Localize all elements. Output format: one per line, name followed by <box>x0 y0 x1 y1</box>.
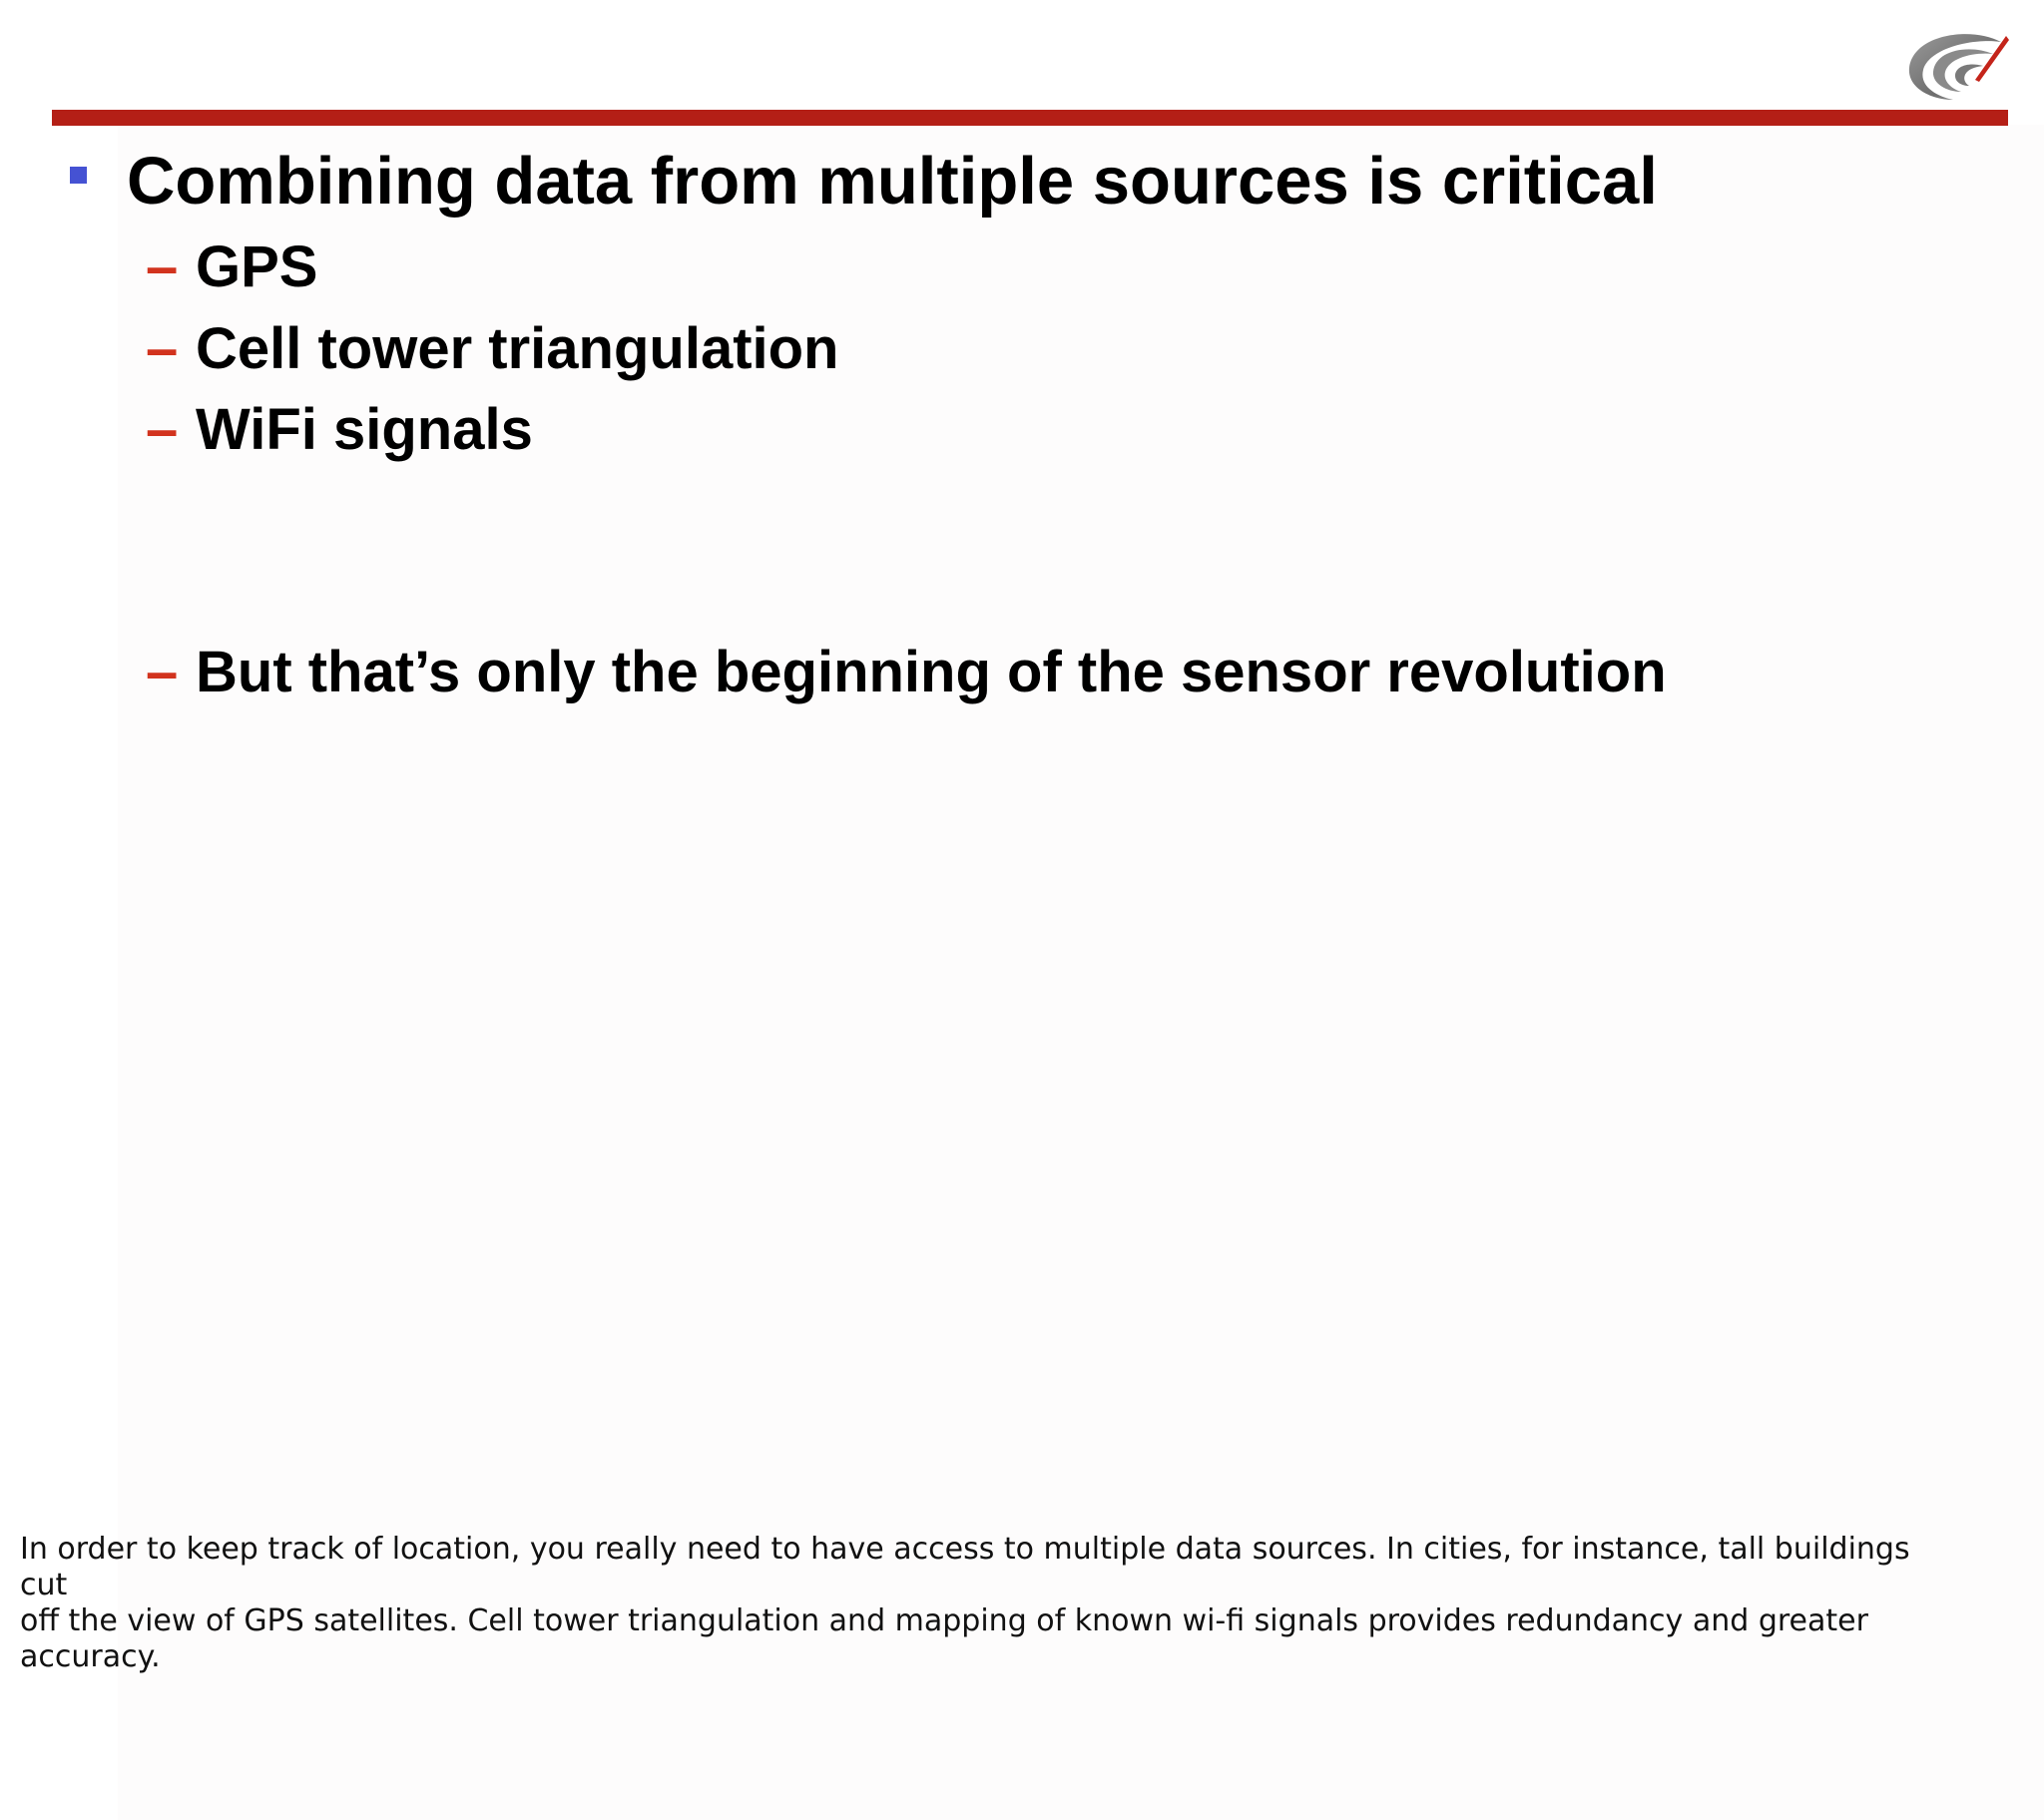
sub-item-text: GPS <box>196 234 318 299</box>
swirl-logo-icon <box>1901 30 2011 108</box>
sub-item-text: WiFi signals <box>196 397 533 462</box>
main-bullet <box>70 140 1658 224</box>
sub-item-sensor-revolution <box>146 635 1667 710</box>
notes-line: off the view of GPS satellites. Cell tower triangulation and mapping of known wi-fi signals provides redundancy and greater <box>20 1603 1868 1638</box>
dash-bullet: – <box>146 397 179 462</box>
dash-bullet: – <box>146 640 179 704</box>
square-bullet-icon <box>70 167 87 184</box>
notes-line: In order to keep track of location, you really need to have access to multiple data sources. In cities, for instance, tall buildings <box>20 1532 1910 1567</box>
dash-bullet: – <box>146 234 179 299</box>
sub-item-gps <box>146 229 318 305</box>
sub-item-text: But that’s only the beginning of the sensor revolution <box>196 640 1667 704</box>
sub-item-wifi <box>146 392 533 468</box>
sub-item-cell-tower <box>146 311 839 387</box>
notes-line: accuracy. <box>20 1639 161 1674</box>
title-rule <box>52 110 2008 126</box>
sub-item-text: Cell tower triangulation <box>196 316 839 381</box>
speaker-notes <box>20 1532 2016 1675</box>
dash-bullet: – <box>146 316 179 381</box>
main-bullet-text: Combining data from multiple sources is critical <box>127 144 1658 219</box>
notes-line: cut <box>20 1568 68 1602</box>
